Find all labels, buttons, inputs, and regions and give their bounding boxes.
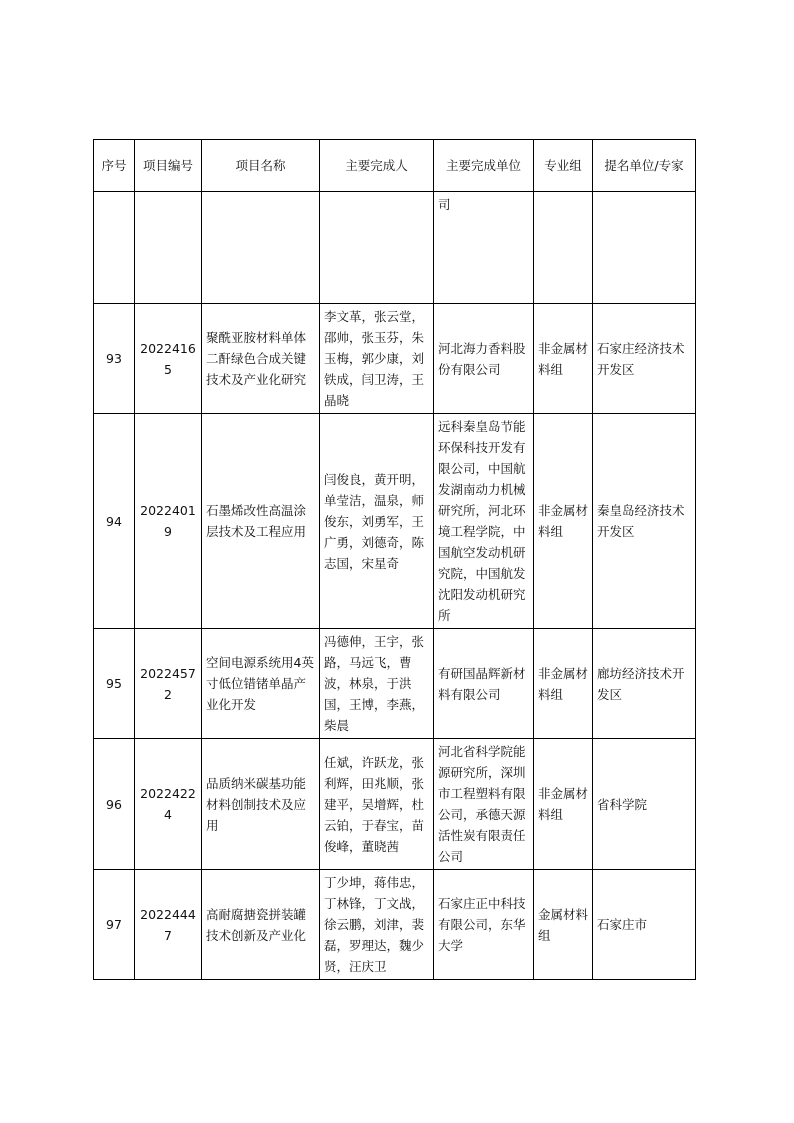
cell-seq: 96	[94, 739, 135, 870]
cell-code: 20224165	[135, 304, 202, 414]
cell-code: 20224019	[135, 414, 202, 629]
cell-name: 品质纳米碳基功能材料创制技术及应用	[202, 739, 320, 870]
cell-people: 任斌，许跃龙，张利辉，田兆顺，张建平，吴增辉，杜云铂，于春宝，苗俊峰，董晓茜	[320, 739, 434, 870]
cell-name: 空间电源系统用4英寸低位错锗单晶产业化开发	[202, 629, 320, 739]
table-row	[94, 414, 696, 629]
cell-seq: 97	[94, 870, 135, 980]
header-people: 主要完成人	[320, 140, 434, 192]
header-name: 项目名称	[202, 140, 320, 192]
cell-seq: 94	[94, 414, 135, 629]
header-seq: 序号	[94, 140, 135, 192]
cell-nominator: 省科学院	[593, 739, 696, 870]
table-row-continuation	[94, 192, 696, 304]
table-row	[94, 304, 696, 414]
cell-code: 20224224	[135, 739, 202, 870]
cell-nominator: 廊坊经济技术开发区	[593, 629, 696, 739]
cell-units: 有研国晶辉新材料有限公司	[434, 629, 534, 739]
cell-group: 非金属材料组	[534, 304, 593, 414]
cell-people: 闫俊良，黄开明，单莹洁，温泉，师俊东，刘勇军，王广勇，刘德奇，陈志国，宋星奇	[320, 414, 434, 629]
cell-code: 20224572	[135, 629, 202, 739]
cell-code	[135, 192, 202, 304]
cell-group	[534, 192, 593, 304]
cell-group: 金属材料组	[534, 870, 593, 980]
cell-people: 丁少坤，蒋伟忠，丁林锋，丁文战，徐云鹏，刘津，裴磊，罗理达，魏少贤，汪庆卫	[320, 870, 434, 980]
header-group: 专业组	[534, 140, 593, 192]
cell-people	[320, 192, 434, 304]
cell-name: 石墨烯改性高温涂层技术及工程应用	[202, 414, 320, 629]
cell-name: 聚酰亚胺材料单体二酐绿色合成关键技术及产业化研究	[202, 304, 320, 414]
header-nominator: 提名单位/专家	[593, 140, 696, 192]
header-code: 项目编号	[135, 140, 202, 192]
cell-units: 河北海力香料股份有限公司	[434, 304, 534, 414]
cell-group: 非金属材料组	[534, 739, 593, 870]
cell-code: 20224447	[135, 870, 202, 980]
header-row	[94, 140, 696, 192]
cell-nominator: 石家庄市	[593, 870, 696, 980]
cell-people: 李文革，张云堂，邵帅，张玉芬，朱玉梅，郭少康，刘铁成，闫卫涛，王晶晓	[320, 304, 434, 414]
cell-name: 高耐腐搪瓷拼装罐技术创新及产业化	[202, 870, 320, 980]
cell-seq: 93	[94, 304, 135, 414]
cell-units: 石家庄正中科技有限公司，东华大学	[434, 870, 534, 980]
cell-units: 司	[434, 192, 534, 304]
cell-units: 河北省科学院能源研究所，深圳市工程塑料有限公司，承德天源活性炭有限责任公司	[434, 739, 534, 870]
table-row	[94, 739, 696, 870]
cell-nominator: 秦皇岛经济技术开发区	[593, 414, 696, 629]
cell-group: 非金属材料组	[534, 629, 593, 739]
projects-table	[93, 139, 696, 980]
cell-seq: 95	[94, 629, 135, 739]
cell-units: 远科秦皇岛节能环保科技开发有限公司，中国航发湖南动力机械研究所，河北环境工程学院，中国航空发动机研究院，中国航发沈阳发动机研究所	[434, 414, 534, 629]
table-row	[94, 870, 696, 980]
cell-people: 冯德伸，王宇，张路，马远飞，曹波，林泉，于洪国，王博，李燕，柴晨	[320, 629, 434, 739]
table-row	[94, 629, 696, 739]
cell-group: 非金属材料组	[534, 414, 593, 629]
cell-name	[202, 192, 320, 304]
cell-nominator	[593, 192, 696, 304]
cell-nominator: 石家庄经济技术开发区	[593, 304, 696, 414]
cell-seq	[94, 192, 135, 304]
header-units: 主要完成单位	[434, 140, 534, 192]
